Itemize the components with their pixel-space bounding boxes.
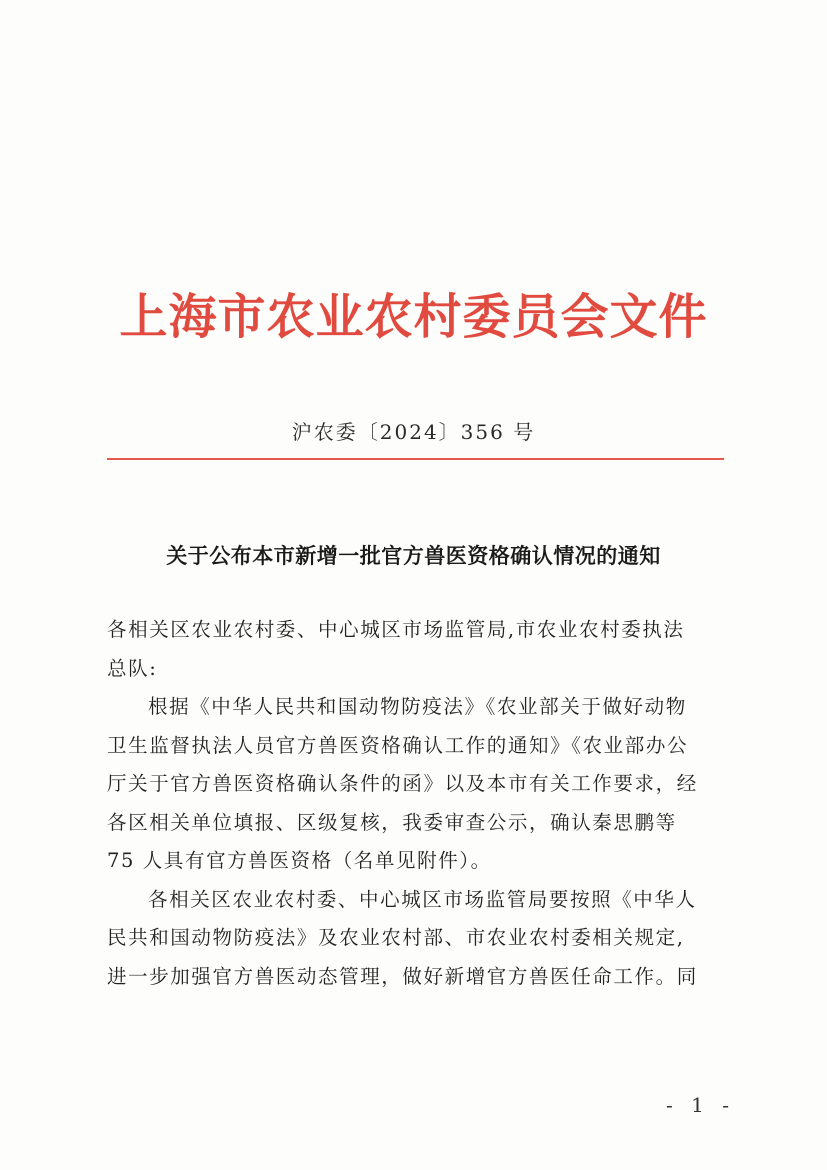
paragraph-2-line-3: 进一步加强官方兽医动态管理，做好新增官方兽医任命工作。同	[107, 964, 698, 988]
red-divider-line	[107, 458, 724, 460]
paragraph-2-line-2: 民共和国动物防疫法》及农业农村部、市农业农村委相关规定,	[107, 926, 685, 949]
addressee-line-1: 各相关区农业农村委、中心城区市场监管局,市农业农村委执法	[107, 618, 685, 641]
document-number: 沪农委〔2024〕356 号	[291, 420, 536, 444]
notice-title: 关于公布本市新增一批官方兽医资格确认情况的通知	[166, 543, 661, 568]
paragraph-2-line-1: 各相关区农业农村委、中心城区市场监管局要按照《中华人	[148, 887, 697, 911]
issuer-header-title: 上海市农业农村委员会文件	[119, 289, 708, 345]
paragraph-1-line-2: 卫生监督执法人员官方兽医资格确认工作的通知》《农业部办公	[107, 733, 689, 757]
paragraph-1-line-4: 各区相关单位填报、区级复核，我委审查公示，确认秦思鹏等	[107, 810, 677, 834]
paragraph-1-line-1: 根据《中华人民共和国动物防疫法》《农业部关于做好动物	[148, 695, 687, 718]
page-number: - 1 -	[666, 1093, 735, 1117]
addressee-line-2: 总队:	[107, 656, 158, 680]
paragraph-1-line-3: 厅关于官方兽医资格确认条件的函》以及本市有关工作要求，经	[107, 772, 698, 795]
paragraph-1-line-5: 75 人具有官方兽医资格（名单见附件）。	[107, 849, 492, 872]
notice-body	[107, 611, 727, 996]
